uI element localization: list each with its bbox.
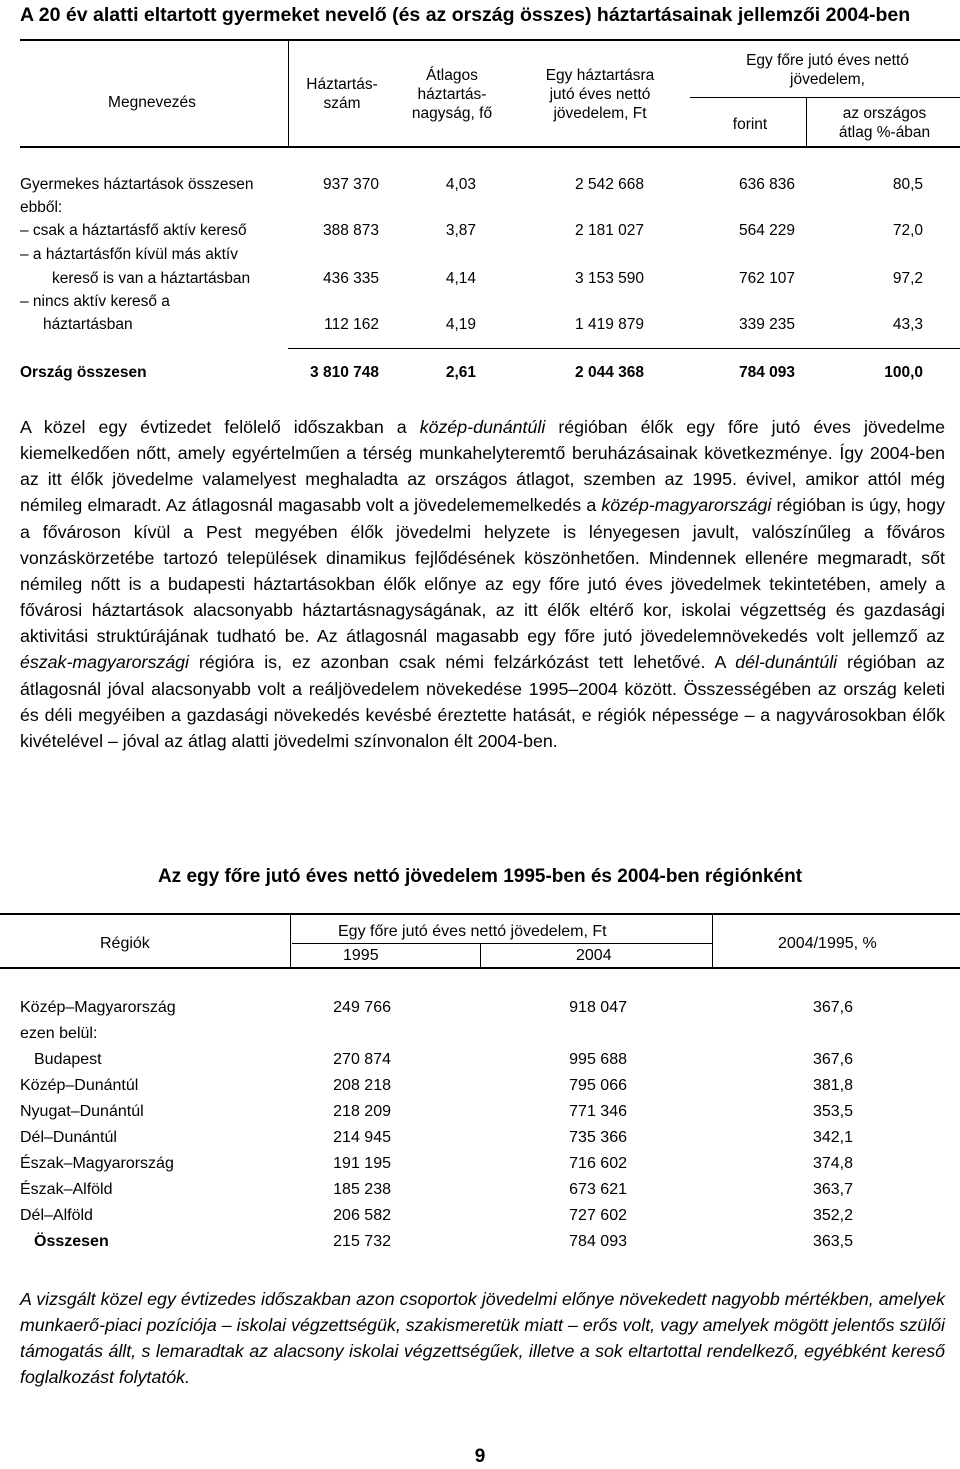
- table2-top-rule: [0, 913, 960, 915]
- table-total-row: Összesen 215 732 784 093 363,5: [34, 1233, 853, 1250]
- col-header-region: Régiók: [100, 935, 150, 952]
- col-header-size: Átlagos háztartás- nagyság, fő: [411, 67, 493, 122]
- table-row: Nyugat–Dunántúl 218 209 771 346 353,5: [20, 1103, 853, 1120]
- col-header-2004: 2004: [576, 947, 612, 964]
- header-divider: [290, 915, 291, 967]
- total-separator: [288, 348, 960, 349]
- col-header-forint: forint: [732, 116, 768, 133]
- table-row: ebből:: [20, 199, 63, 216]
- col-header-percap: Egy főre jutó éves nettó jövedelem,: [746, 52, 909, 88]
- col-header-count: Háztartás- szám: [306, 76, 378, 112]
- col-header-income: Egy főre jutó éves nettó jövedelem, Ft: [338, 923, 607, 940]
- table-row: – nincs aktív kereső a: [20, 293, 170, 310]
- table-row: Észak–Magyarország 191 195 716 602 374,8: [20, 1155, 853, 1172]
- table-row: – a háztartásfőn kívül más aktív: [20, 246, 238, 263]
- percap-subheader-divider: [806, 97, 807, 146]
- table-row: Dél–Dunántúl 214 945 735 366 342,1: [20, 1129, 853, 1146]
- table-row: Közép–Dunántúl 208 218 795 066 381,8: [20, 1077, 853, 1094]
- table-row: háztartásban 112 162 4,19 1 419 879 339 235 43,3: [43, 316, 923, 333]
- table-row: kereső is van a háztartásban 436 335 4,14 3 153 590 762 107 97,2: [52, 270, 923, 287]
- table-row: Gyermekes háztartások összesen 937 370 4,03 2 542 668 636 836 80,5: [20, 176, 923, 193]
- page-number: 9: [474, 1446, 486, 1467]
- header-divider: [288, 41, 289, 146]
- header-divider: [712, 915, 713, 967]
- col-header-name: Megnevezés: [108, 94, 196, 111]
- col-header-income: Egy háztartásra jutó éves nettó jövedelem, Ft: [545, 67, 655, 122]
- table-row: ezen belül:: [20, 1025, 98, 1042]
- table1-top-rule: [20, 39, 960, 41]
- col-header-ratio: 2004/1995, %: [778, 935, 877, 952]
- year-divider: [480, 943, 481, 967]
- table-row: Budapest 270 874 995 688 367,6: [34, 1051, 853, 1068]
- table1-header-rule: [20, 146, 960, 148]
- body-paragraph: A közel egy évtizedet felölelő időszakban a közép-dunántúli régióban élők egy főre jutó éves jövedelme kiemelkedően nőtt, amely egyértelműen a térség munkahelyteremtő beruházásainak következménye. Így 2004-ben az itt élők jövedelme valamelyest meghaladta az országos átlagot, szemben az 1995. évivel, amikor attól még némileg elmaradt. Az átlagosnál magasabb volt a jövedelememelkedés a közép-magyarországi régióban is úgy, hogy a fővároson kívül a Pest megyében élők jövedelmi helyzete is lényegesen javult, valószínűleg a főváros vonzáskörzetébe tartozó települések dinamikus fejlődésének köszönhetően. Mindennek ellenére megmaradt, sőt némileg nőtt is a budapesti háztartásokban élők előnye az egy főre jutó éves jövedelmek tekintetében, amely a fővárosi háztartások alacsonyabb háztartásnagyságának, az itt élők eltérő kor, iskolai végzettség és gazdasági aktivitási struktúrájának tudható be. Az átlagosnál magasabb egy főre jutó jövedelemnövekedés volt jellemző az észak-magyarországi régióra is, ez azonban csak némi felzárkózást tett lehetővé. A dél-dunántúli régióban az átlagosnál jóval alacsonyabb volt a reáljövedelem növekedése 1995–2004 között. Összességében az ország keleti és déli megyéiben a gazdasági növekedés kevésbé éreztette hatását, e régiók népessége – a nagyvárosokban élők kivételével – jóval az átlag alatti jövedelmi színvonalon élt 2004-ben.: [20, 417, 945, 751]
- table2-title: Az egy főre jutó éves nettó jövedelem 1995-ben és 2004-ben régiónként: [157, 866, 803, 887]
- closing-paragraph: A vizsgált közel egy évtizedes időszakban azon csoportok jövedelmi előnye növekedett nagyobb mértékben, amelyek munkaerő-piaci pozíciója – iskolai végzettségük, szakismeretük miatt – erős volt, vagy amelyek mögött jelentős szülői támogatás állt, s lemaradtak az alacsony iskolai végzettségűek, illetve a sok eltartottal rendelkező, egyébként kereső foglalkozást folytatók.: [20, 1289, 945, 1387]
- col-header-1995: 1995: [343, 947, 379, 964]
- table-total-row: Ország összesen 3 810 748 2,61 2 044 368 784 093 100,0: [20, 364, 923, 381]
- percap-subheader-rule: [690, 97, 960, 98]
- year-subheader-rule: [292, 943, 712, 944]
- table2-header-rule: [0, 967, 960, 969]
- table-row: Észak–Alföld 185 238 673 621 363,7: [20, 1181, 853, 1198]
- table-row: Közép–Magyarország 249 766 918 047 367,6: [20, 999, 853, 1016]
- table-row: Dél–Alföld 206 582 727 602 352,2: [20, 1207, 853, 1224]
- table-row: – csak a háztartásfő aktív kereső 388 873 3,87 2 181 027 564 229 72,0: [20, 222, 923, 239]
- col-header-avg-pct: az országos átlag %-ában: [838, 105, 931, 141]
- page-title: A 20 év alatti eltartott gyermeket nevelő (és az ország összes) háztartásainak jellemzői 2004-ben: [20, 4, 911, 26]
